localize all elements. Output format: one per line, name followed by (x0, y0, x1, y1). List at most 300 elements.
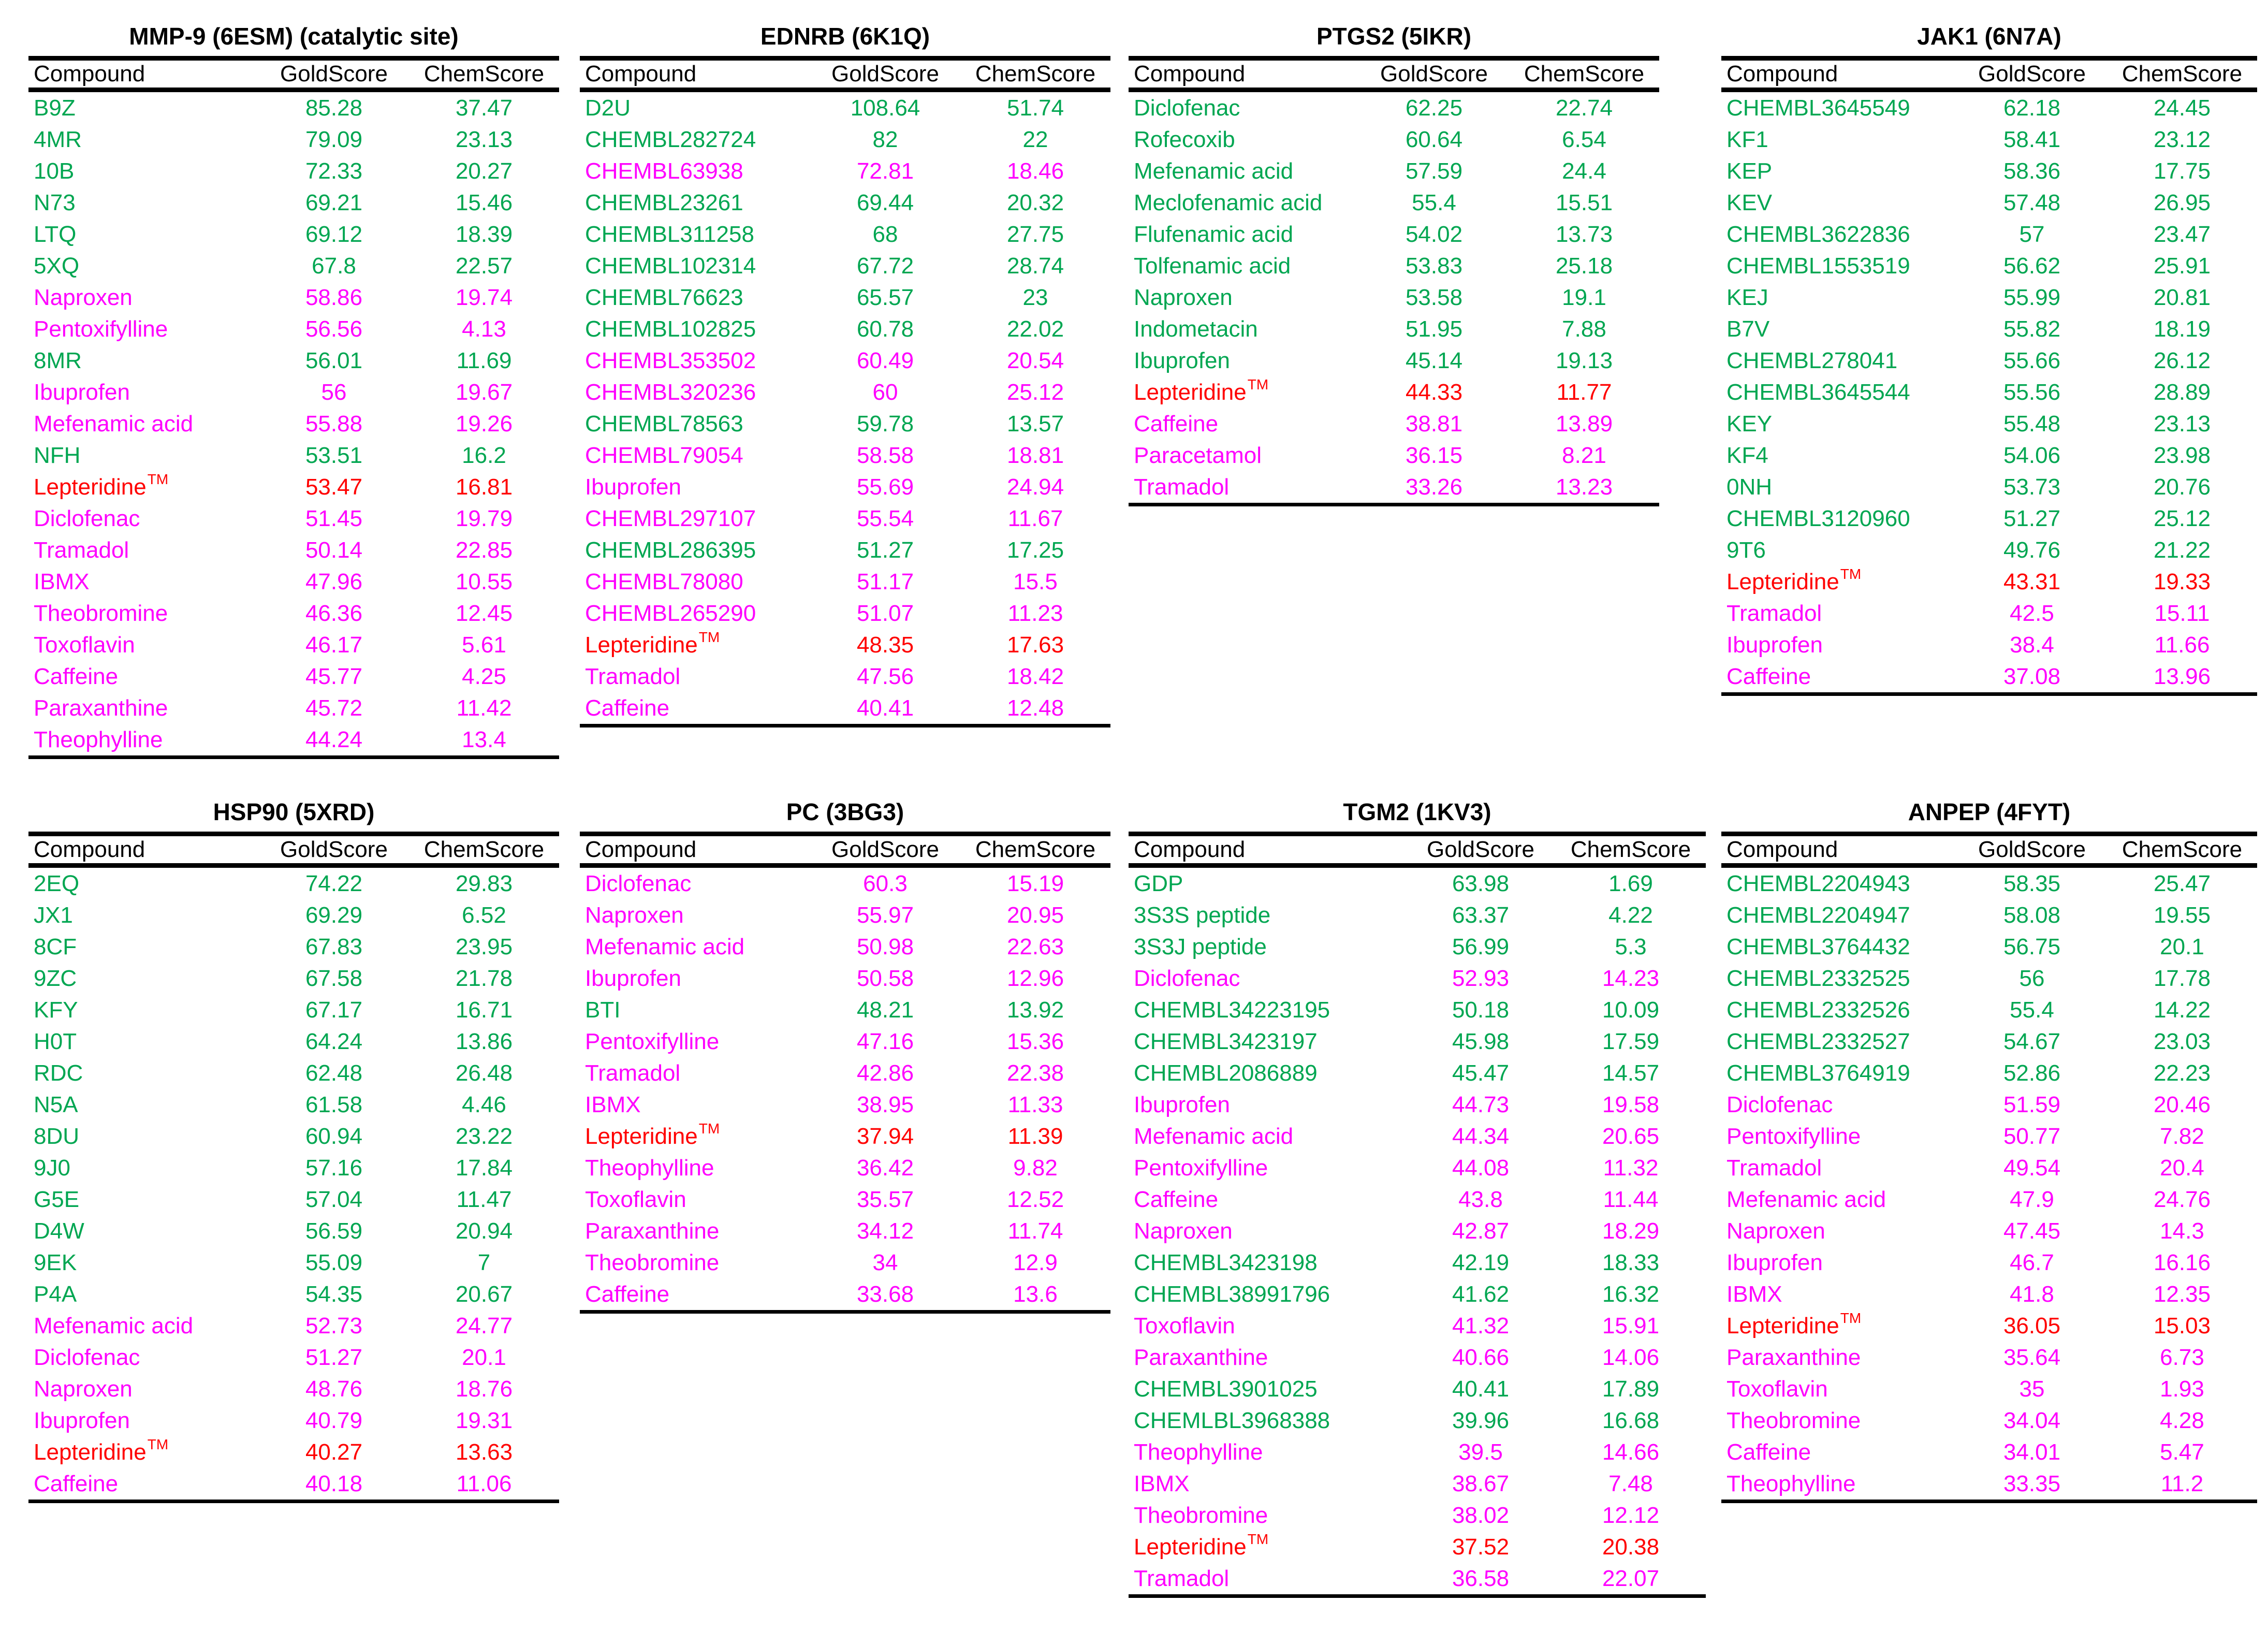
goldscore-cell: 51.27 (305, 1344, 363, 1370)
goldscore-cell: 58.41 (2003, 126, 2061, 152)
table-row (1721, 1468, 2257, 1502)
goldscore-cell: 40.66 (1452, 1344, 1510, 1370)
compound-cell (580, 692, 810, 726)
chemscore-cell: 11.66 (2154, 632, 2210, 658)
table-row (1129, 313, 1659, 345)
compound-cell (1721, 1373, 1957, 1405)
chemscore-cell: 12.9 (1013, 1249, 1058, 1275)
goldscore-cell: 63.98 (1452, 870, 1510, 896)
compound-name: Mefenamic acid (1726, 1186, 1886, 1212)
compound-name: CHEMBL63938 (585, 158, 743, 184)
chemscore-cell: 24.4 (1562, 158, 1606, 184)
chemscore-cell: 19.58 (1602, 1091, 1660, 1117)
compound-cell (1129, 899, 1406, 931)
chemscore-cell: 22.57 (455, 253, 513, 279)
chemscore-cell: 12.35 (2153, 1281, 2211, 1307)
chemscore-cell: 22.23 (2153, 1060, 2211, 1086)
table-row (28, 282, 559, 313)
table-row (28, 1373, 559, 1405)
compound-name: Caffeine (34, 1471, 119, 1496)
compound-name: Paraxanthine (1726, 1344, 1861, 1370)
compound-cell (1129, 90, 1359, 124)
compound-name: Ibuprofen (1134, 1091, 1230, 1117)
compound-name: Ibuprofen (1726, 632, 1823, 658)
table-row (1721, 345, 2257, 376)
goldscore-cell: 39.5 (1458, 1439, 1503, 1465)
header-compound: Compound (1721, 59, 1957, 90)
goldscore-cell: 44.24 (259, 724, 409, 758)
chemscore-cell: 7 (477, 1249, 491, 1275)
goldscore-cell: 38.95 (856, 1091, 914, 1117)
table-row (580, 1026, 1110, 1057)
compound-cell (28, 187, 259, 219)
chemscore-cell: 17.84 (455, 1155, 513, 1181)
compound-name: Ibuprofen (585, 965, 681, 991)
chemscore-cell: 15.5 (1013, 569, 1058, 594)
compound-cell (1129, 250, 1359, 282)
chemscore-cell: 37.47 (455, 95, 513, 121)
chemscore-cell: 25.18 (1555, 253, 1613, 279)
goldscore-cell: 55.4 (1412, 190, 1456, 215)
goldscore-cell: 53.58 (1405, 284, 1463, 310)
compound-name: Tramadol (585, 663, 681, 689)
compound-cell (580, 1057, 810, 1089)
goldscore-cell: 51.17 (856, 569, 914, 594)
table-row (28, 963, 559, 994)
compound-cell (28, 1373, 259, 1405)
compound-name: P4A (34, 1281, 77, 1307)
table-row (580, 376, 1110, 408)
compound-cell (28, 1278, 259, 1310)
header-goldscore: GoldScore (1359, 59, 1509, 90)
chemscore-cell: 27.75 (1006, 221, 1064, 247)
chemscore-cell: 12.96 (1006, 965, 1064, 991)
goldscore-cell: 38.4 (2010, 632, 2054, 658)
table-pc (580, 797, 1110, 1314)
chemscore-cell: 14.66 (1602, 1439, 1660, 1465)
goldscore-cell: 37.08 (1957, 661, 2107, 694)
trademark-mark: TM (1247, 376, 1269, 392)
compound-name: Lepteridine (34, 1439, 147, 1465)
compound-cell (1721, 598, 1957, 629)
chemscore-cell: 25.47 (2153, 870, 2211, 896)
compound-name: Naproxen (585, 902, 684, 928)
goldscore-cell: 49.54 (2003, 1155, 2061, 1181)
header-chemscore: ChemScore (960, 834, 1110, 866)
goldscore-cell: 58.86 (305, 284, 363, 310)
chemscore-cell: 12.52 (1006, 1186, 1064, 1212)
chemscore-cell: 13.4 (409, 724, 559, 758)
table-row (1721, 503, 2257, 534)
compound-cell (1129, 155, 1359, 187)
compound-cell (580, 534, 810, 566)
goldscore-cell: 68 (872, 221, 898, 247)
table-row (1129, 1436, 1706, 1468)
chemscore-cell: 23.12 (2153, 126, 2211, 152)
compound-name: Theophylline (1134, 1439, 1263, 1465)
chemscore-cell: 12.12 (1602, 1502, 1660, 1528)
goldscore-cell: 54.35 (305, 1281, 363, 1307)
trademark-mark: TM (1840, 1309, 1862, 1326)
table-row (1129, 1278, 1706, 1310)
compound-name: Mefenamic acid (585, 934, 745, 959)
compound-name: Lepteridine (1134, 1534, 1247, 1560)
goldscore-cell: 79.09 (305, 126, 363, 152)
table-row (1129, 376, 1659, 408)
compound-name: CHEMBL3120960 (1726, 505, 1910, 531)
chemscore-cell: 12.48 (960, 692, 1110, 726)
table-row (1129, 1089, 1706, 1120)
compound-cell (580, 566, 810, 598)
goldscore-cell: 52.93 (1452, 965, 1510, 991)
table-row (580, 598, 1110, 629)
table-row (28, 724, 559, 758)
compound-cell (28, 376, 259, 408)
compound-cell (1129, 963, 1406, 994)
compound-cell (1129, 471, 1359, 505)
chemscore-cell: 7.82 (2160, 1123, 2204, 1149)
goldscore-cell: 47.45 (2003, 1218, 2061, 1244)
compound-name: Lepteridine (1726, 1313, 1839, 1338)
chemscore-cell: 11.2 (2107, 1468, 2257, 1502)
goldscore-cell: 74.22 (305, 870, 363, 896)
chemscore-cell: 13.89 (1555, 411, 1613, 436)
header-chemscore: ChemScore (409, 834, 559, 866)
chemscore-cell: 11.44 (1603, 1186, 1659, 1212)
compound-cell (580, 440, 810, 471)
goldscore-cell: 60.78 (856, 316, 914, 342)
goldscore-cell: 48.76 (305, 1376, 363, 1402)
table-row (28, 1405, 559, 1436)
table-row (28, 124, 559, 155)
compound-name: CHEMBL3901025 (1134, 1376, 1318, 1402)
chemscore-cell: 15.91 (1602, 1313, 1660, 1338)
compound-name: GDP (1134, 870, 1183, 896)
chemscore-cell: 15.19 (1006, 870, 1064, 896)
table-row (28, 1152, 559, 1184)
compound-cell (1721, 408, 1957, 440)
goldscore-cell: 55.82 (2003, 316, 2061, 342)
compound-name: BTI (585, 997, 621, 1023)
trademark-mark: TM (698, 629, 720, 645)
compound-cell (1721, 1120, 1957, 1152)
goldscore-cell: 46.36 (305, 600, 363, 626)
compound-name: IBMX (34, 569, 90, 594)
compound-name: Diclofenac (1726, 1091, 1833, 1117)
chemscore-cell: 19.33 (2153, 569, 2211, 594)
compound-cell (28, 1310, 259, 1342)
goldscore-cell: 56.01 (305, 347, 363, 373)
goldscore-cell: 54.02 (1405, 221, 1463, 247)
compound-cell (580, 994, 810, 1026)
table-row (28, 1026, 559, 1057)
compound-name: G5E (34, 1186, 80, 1212)
goldscore-cell: 55.69 (856, 474, 914, 500)
compound-cell (28, 534, 259, 566)
compound-cell (1129, 1026, 1406, 1057)
compound-name: Diclofenac (34, 505, 140, 531)
table-row (28, 345, 559, 376)
chemscore-cell: 18.76 (455, 1376, 513, 1402)
compound-cell (28, 1247, 259, 1278)
compound-cell (580, 345, 810, 376)
compound-cell (1129, 1247, 1406, 1278)
table-row (580, 1278, 1110, 1312)
chemscore-cell: 20.67 (455, 1281, 513, 1307)
chemscore-cell: 24.94 (1006, 474, 1064, 500)
compound-cell (1721, 1310, 1957, 1342)
goldscore-cell: 51.45 (305, 505, 363, 531)
header-row (1129, 59, 1659, 90)
goldscore-cell: 36.15 (1405, 442, 1463, 468)
compound-name: B9Z (34, 95, 76, 121)
chemscore-cell: 13.63 (455, 1439, 513, 1465)
chemscore-cell: 14.57 (1602, 1060, 1660, 1086)
chemscore-cell: 19.74 (455, 284, 513, 310)
table-row (580, 1247, 1110, 1278)
compound-cell (1721, 866, 1957, 900)
goldscore-cell: 69.12 (305, 221, 363, 247)
table-row (1721, 534, 2257, 566)
compound-name: Lepteridine (1726, 569, 1839, 594)
compound-name: CHEMBL2332526 (1726, 997, 1910, 1023)
goldscore-cell: 44.33 (1405, 379, 1463, 405)
compound-cell (28, 1057, 259, 1089)
chemscore-cell: 13.86 (455, 1028, 513, 1054)
compound-cell (1721, 376, 1957, 408)
table-row (580, 219, 1110, 250)
table-row (28, 1310, 559, 1342)
compound-name: CHEMBL2086889 (1134, 1060, 1318, 1086)
table-row (1721, 124, 2257, 155)
compound-name: Caffeine (585, 695, 670, 721)
goldscore-cell: 59.78 (856, 411, 914, 436)
compound-cell (580, 899, 810, 931)
compound-cell (28, 219, 259, 250)
chemscore-cell: 23.95 (455, 934, 513, 959)
table-row (1721, 566, 2257, 598)
chemscore-cell: 14.22 (2153, 997, 2211, 1023)
compound-cell (1721, 1152, 1957, 1184)
table-row (1129, 1184, 1706, 1215)
compound-name: Naproxen (1134, 1218, 1233, 1244)
compound-cell (28, 1342, 259, 1373)
goldscore-cell: 36.05 (2003, 1313, 2061, 1338)
goldscore-cell: 42.87 (1452, 1218, 1510, 1244)
compound-cell (28, 661, 259, 692)
goldscore-cell: 49.76 (2003, 537, 2061, 563)
goldscore-cell: 44.34 (1452, 1123, 1510, 1149)
chemscore-cell: 11.69 (456, 347, 512, 373)
goldscore-cell: 41.62 (1452, 1281, 1510, 1307)
compound-name: Paraxanthine (1134, 1344, 1268, 1370)
table-row (1129, 931, 1706, 963)
goldscore-cell: 69.29 (305, 902, 363, 928)
compound-name: Toxoflavin (1134, 1313, 1235, 1338)
table-row (1129, 1500, 1706, 1531)
compound-cell (580, 376, 810, 408)
table-row (580, 899, 1110, 931)
table-row (28, 503, 559, 534)
chemscore-cell: 20.54 (1006, 347, 1064, 373)
goldscore-cell: 55.09 (305, 1249, 363, 1275)
table-row (1129, 1152, 1706, 1184)
goldscore-cell: 53.83 (1405, 253, 1463, 279)
compound-cell (580, 471, 810, 503)
table-row (580, 250, 1110, 282)
goldscore-cell: 53.51 (305, 442, 363, 468)
compound-cell (1129, 219, 1359, 250)
compound-cell (1721, 1405, 1957, 1436)
compound-cell (580, 90, 810, 124)
table-title: PC (3BG3) (786, 798, 904, 825)
table-anpep (1721, 797, 2257, 1503)
header-row (580, 834, 1110, 866)
compound-cell (28, 1184, 259, 1215)
chemscore-cell: 22.63 (1006, 934, 1064, 959)
compound-cell (1129, 1057, 1406, 1089)
goldscore-cell: 45.72 (305, 695, 363, 721)
chemscore-cell: 16.71 (455, 997, 513, 1023)
goldscore-cell: 34 (872, 1249, 898, 1275)
chemscore-cell: 14.23 (1602, 965, 1660, 991)
table-row (28, 155, 559, 187)
chemscore-cell: 6.73 (2160, 1344, 2204, 1370)
compound-cell (1721, 155, 1957, 187)
compound-cell (1129, 1531, 1406, 1563)
table-row (28, 566, 559, 598)
compound-cell (28, 440, 259, 471)
goldscore-cell: 40.41 (810, 692, 960, 726)
goldscore-cell: 63.37 (1452, 902, 1510, 928)
compound-name: CHEMBL3764432 (1726, 934, 1910, 959)
compound-cell (580, 598, 810, 629)
chemscore-cell: 20.1 (462, 1344, 506, 1370)
compound-name: Ibuprofen (585, 474, 681, 500)
chemscore-cell: 13.73 (1555, 221, 1613, 247)
goldscore-cell: 47.9 (2010, 1186, 2054, 1212)
chemscore-cell: 7.88 (1562, 316, 1606, 342)
header-goldscore: GoldScore (1957, 59, 2107, 90)
compound-cell (1129, 1120, 1406, 1152)
compound-name: Tramadol (1726, 1155, 1822, 1181)
compound-cell (580, 1184, 810, 1215)
compound-name: Mefenamic acid (1134, 158, 1294, 184)
chemscore-cell: 11.77 (1556, 379, 1612, 405)
header-goldscore: GoldScore (810, 59, 960, 90)
goldscore-cell: 41.32 (1452, 1313, 1510, 1338)
compound-name: 2EQ (34, 870, 80, 896)
goldscore-cell: 57.16 (305, 1155, 363, 1181)
goldscore-cell: 33.68 (810, 1278, 960, 1312)
chemscore-cell: 13.6 (960, 1278, 1110, 1312)
compound-name: 0NH (1726, 474, 1773, 500)
chemscore-cell: 12.45 (455, 600, 513, 626)
chemscore-cell: 21.22 (2153, 537, 2211, 563)
compound-cell (1721, 345, 1957, 376)
compound-name: Tramadol (34, 537, 129, 563)
compound-name: KFY (34, 997, 78, 1023)
chemscore-cell: 6.54 (1562, 126, 1606, 152)
chemscore-cell: 20.95 (1006, 902, 1064, 928)
compound-cell (28, 90, 259, 124)
chemscore-cell: 29.83 (455, 870, 513, 896)
compound-name: CHEMBL278041 (1726, 347, 1898, 373)
table-row (28, 931, 559, 963)
compound-name: KF4 (1726, 442, 1768, 468)
table-row (28, 1089, 559, 1120)
goldscore-cell: 56.56 (305, 316, 363, 342)
compound-name: Tolfenamic acid (1134, 253, 1291, 279)
compound-name: CHEMBL3423197 (1134, 1028, 1318, 1054)
compound-cell (1721, 124, 1957, 155)
chemscore-cell: 11.39 (1007, 1123, 1063, 1149)
goldscore-cell: 55.4 (2010, 997, 2054, 1023)
table-title: HSP90 (5XRD) (213, 798, 375, 825)
goldscore-cell: 58.36 (2003, 158, 2061, 184)
chemscore-cell: 17.25 (1006, 537, 1064, 563)
compound-cell (1721, 534, 1957, 566)
score-table (580, 56, 1110, 727)
goldscore-cell: 42.19 (1452, 1249, 1510, 1275)
table-row (1721, 994, 2257, 1026)
table-row (28, 250, 559, 282)
goldscore-cell: 72.33 (305, 158, 363, 184)
compound-name: Paraxanthine (34, 695, 168, 721)
table-row (1721, 282, 2257, 313)
compound-name: Caffeine (1134, 411, 1219, 436)
compound-name: LTQ (34, 221, 77, 247)
table-row (28, 471, 559, 503)
compound-name: Pentoxifylline (34, 316, 168, 342)
table-row (580, 155, 1110, 187)
header-goldscore: GoldScore (1957, 834, 2107, 866)
table-row (1129, 219, 1659, 250)
header-row (28, 834, 559, 866)
compound-name: Ibuprofen (1726, 1249, 1823, 1275)
chemscore-cell: 26.95 (2153, 190, 2211, 215)
table-row (28, 219, 559, 250)
table-row (1129, 1342, 1706, 1373)
table-row (1721, 1247, 2257, 1278)
table-jak1 (1721, 22, 2257, 696)
header-chemscore: ChemScore (2107, 59, 2257, 90)
table-row (1721, 313, 2257, 345)
compound-name: CHEMBL320236 (585, 379, 756, 405)
table-row (580, 963, 1110, 994)
header-goldscore: GoldScore (259, 834, 409, 866)
goldscore-cell: 34.01 (2003, 1439, 2061, 1465)
compound-name: CHEMBL3423198 (1134, 1249, 1318, 1275)
compound-cell (1721, 1278, 1957, 1310)
goldscore-cell: 62.18 (2003, 95, 2061, 121)
compound-name: CHEMBL3764919 (1726, 1060, 1910, 1086)
compound-name: 9J0 (34, 1155, 70, 1181)
chemscore-cell: 13.92 (1006, 997, 1064, 1023)
goldscore-cell: 56.75 (2003, 934, 2061, 959)
compound-name: CHEMBL2204947 (1726, 902, 1910, 928)
goldscore-cell: 42.86 (856, 1060, 914, 1086)
compound-cell (28, 566, 259, 598)
compound-cell (28, 345, 259, 376)
header-goldscore: GoldScore (259, 59, 409, 90)
chemscore-cell: 8.21 (1562, 442, 1606, 468)
chemscore-cell: 23.13 (2153, 411, 2211, 436)
table-row (580, 1215, 1110, 1247)
goldscore-cell: 48.35 (856, 632, 914, 658)
compound-cell (1129, 124, 1359, 155)
goldscore-cell: 56.99 (1452, 934, 1510, 959)
